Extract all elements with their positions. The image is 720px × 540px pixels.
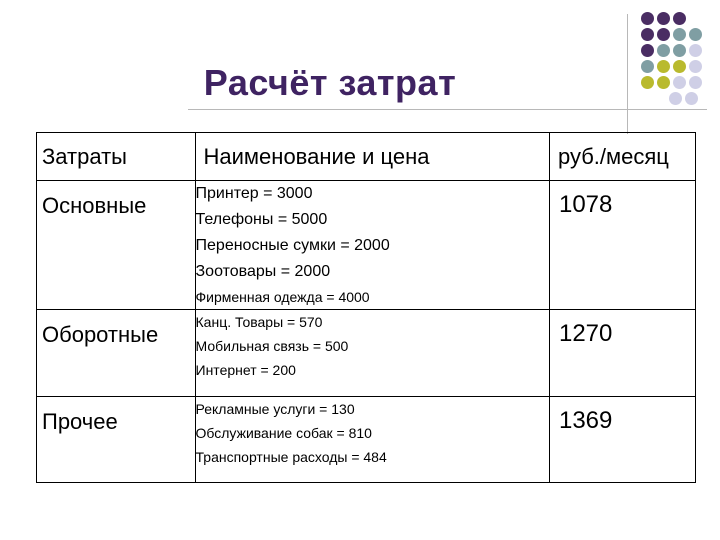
decor-dot <box>673 76 686 89</box>
category-label: Основные <box>42 193 147 218</box>
value-cell <box>549 397 695 483</box>
cost-item: Мобильная связь = 500 <box>195 338 349 354</box>
header-name: Наименование и цена <box>203 144 430 169</box>
cost-item: Рекламные услуги = 130 <box>195 401 355 417</box>
decor-dot <box>641 44 654 57</box>
table-header-row <box>37 133 696 181</box>
cost-item: Интернет = 200 <box>195 362 296 378</box>
table-row <box>37 181 696 310</box>
cost-item: Зоотовары = 2000 <box>195 263 331 280</box>
value-cell <box>549 310 695 397</box>
decor-dot <box>641 12 654 25</box>
table-row <box>37 310 696 397</box>
header-cell-unit <box>549 133 695 181</box>
decor-dot <box>673 44 686 57</box>
category-label: Прочее <box>42 409 118 434</box>
decor-dot <box>673 60 686 73</box>
monthly-value: 1078 <box>558 191 613 218</box>
category-cell <box>37 310 196 397</box>
decor-dot <box>669 92 682 105</box>
monthly-value: 1270 <box>558 320 613 347</box>
cost-item: Транспортные расходы = 484 <box>195 449 387 465</box>
cost-item: Переносные сумки = 2000 <box>195 237 390 254</box>
decor-dot <box>685 92 698 105</box>
cost-item: Телефоны = 5000 <box>195 211 328 228</box>
header-cell-name <box>195 133 549 181</box>
items-cell <box>195 310 549 397</box>
category-cell <box>37 397 196 483</box>
decor-dot <box>657 44 670 57</box>
header-category: Затраты <box>42 144 127 169</box>
category-label: Оборотные <box>42 322 159 347</box>
decor-dot <box>689 28 702 41</box>
value-cell <box>549 181 695 310</box>
cost-item: Принтер = 3000 <box>195 185 313 202</box>
items-cell <box>195 181 549 310</box>
decor-dot <box>673 12 686 25</box>
decor-dot <box>689 60 702 73</box>
monthly-value: 1369 <box>558 407 613 434</box>
decor-dot <box>689 44 702 57</box>
decor-dot <box>689 76 702 89</box>
cost-item: Канц. Товары = 570 <box>195 314 323 330</box>
slide-title: Расчёт затрат <box>203 62 457 103</box>
header-cell-category <box>37 133 196 181</box>
cost-table <box>36 132 696 483</box>
category-cell <box>37 181 196 310</box>
decor-dot <box>657 28 670 41</box>
decor-horizontal-line <box>188 109 707 110</box>
items-cell <box>195 397 549 483</box>
cost-item: Фирменная одежда = 4000 <box>195 289 370 305</box>
table-row <box>37 397 696 483</box>
cost-item: Обслуживание собак = 810 <box>195 425 372 441</box>
decor-dot <box>641 28 654 41</box>
decor-dot <box>657 12 670 25</box>
decor-dot <box>673 28 686 41</box>
header-unit: руб./месяц <box>557 144 669 169</box>
